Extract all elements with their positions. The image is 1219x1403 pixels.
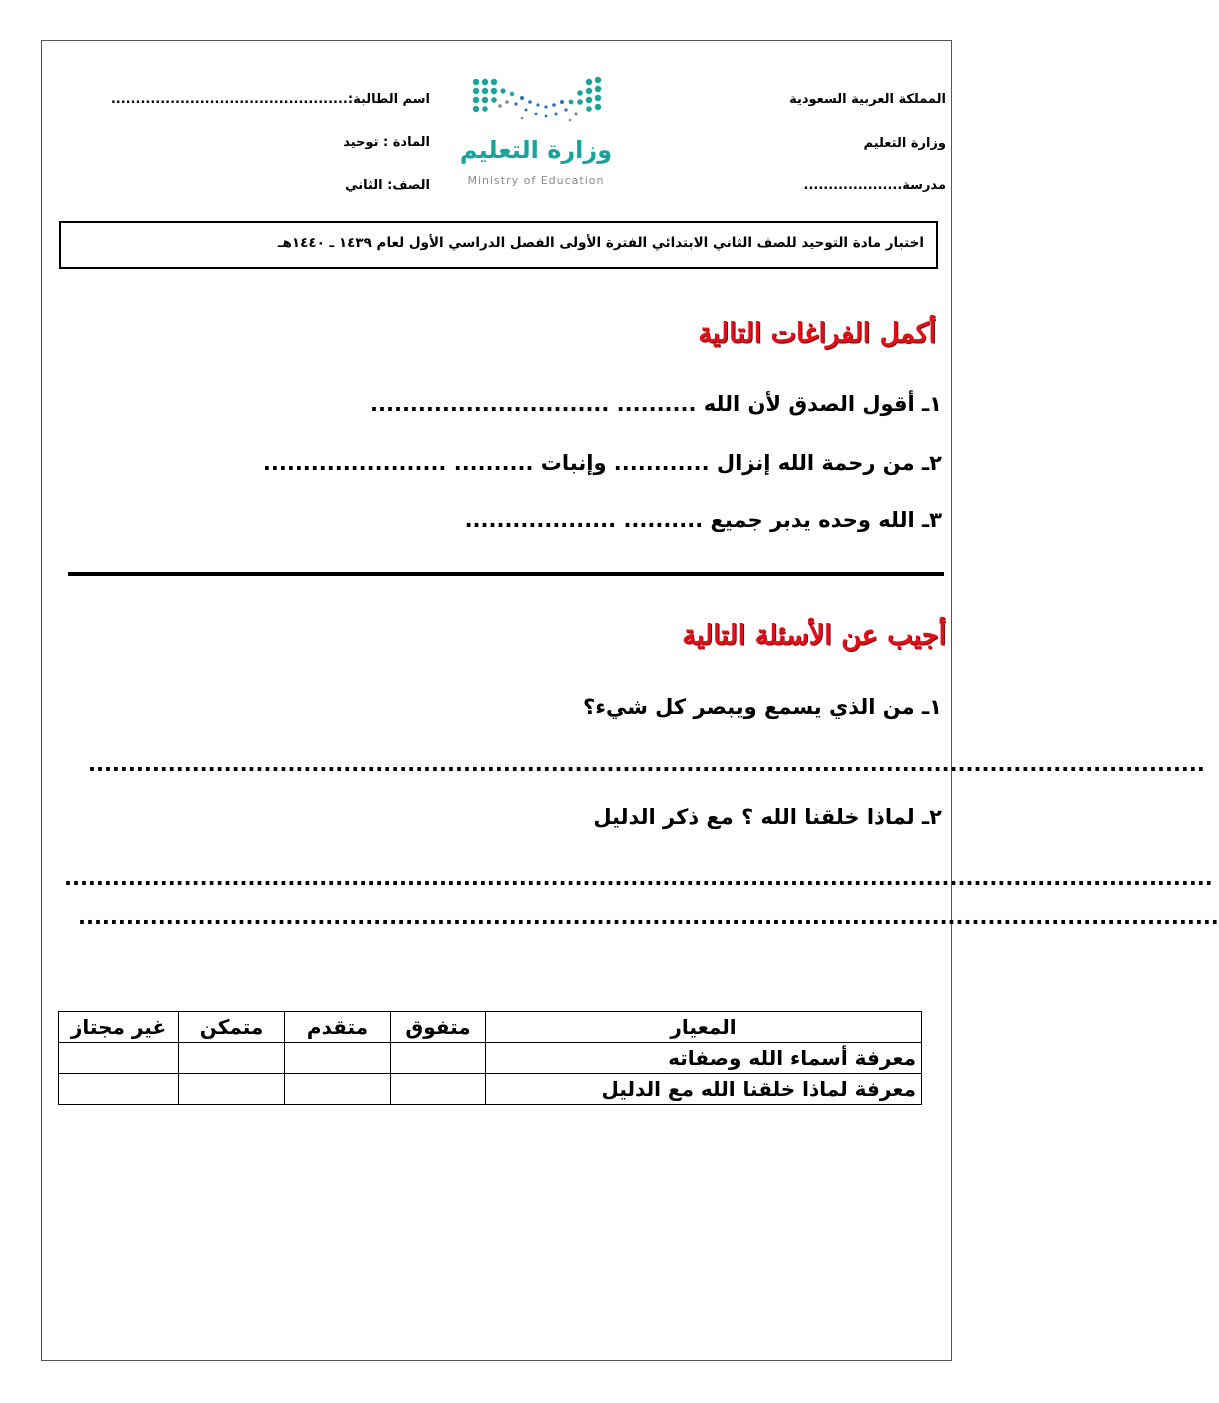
- section1-heading: أكمل الفراغات التالية: [698, 318, 936, 349]
- rubric-cell[interactable]: [59, 1043, 179, 1074]
- rubric-header-excellent: متفوق: [391, 1012, 486, 1043]
- rubric-criterion-2: معرفة لماذا خلقنا الله مع الدليل: [486, 1074, 922, 1105]
- section2-heading: أجيب عن الأسئلة التالية: [682, 620, 946, 651]
- question-1: ١ـ من الذي يسمع ويبصر كل شيء؟: [583, 695, 942, 719]
- rubric-cell[interactable]: [391, 1074, 486, 1105]
- rubric-cell[interactable]: [391, 1043, 486, 1074]
- rubric-header-proficient: متمكن: [179, 1012, 285, 1043]
- subject-label: المادة : توحيد: [343, 135, 430, 150]
- rubric-criterion-1: معرفة أسماء الله وصفاته: [486, 1043, 922, 1074]
- rubric-cell[interactable]: [285, 1043, 391, 1074]
- rubric-cell[interactable]: [285, 1074, 391, 1105]
- logo-english-text: Ministry of Education: [467, 174, 605, 187]
- rubric-header-not-passed: غير مجتاز: [59, 1012, 179, 1043]
- logo-arabic-text: وزارة التعليم: [459, 136, 613, 164]
- rubric-cell[interactable]: [179, 1043, 285, 1074]
- kingdom-label: المملكة العربية السعودية: [789, 92, 946, 107]
- rubric-row: [59, 1074, 922, 1105]
- exam-title: اختبار مادة التوحيد للصف الثاني الابتدائي الفترة الأولى الفصل الدراسي الأول لعام ١٤٣٩ ـ ١٤٤٠هـ: [277, 235, 924, 251]
- answer-line-3: ...............................................................................................................................................: [78, 905, 1219, 929]
- ministry-logo: [456, 74, 616, 194]
- rubric-row: [59, 1043, 922, 1074]
- fill-item-2: ٢ـ من رحمة الله إنزال ............ وإنبات .......... .......................: [262, 451, 942, 475]
- exam-title-box: [59, 221, 938, 269]
- rubric-header-advanced: متقدم: [285, 1012, 391, 1043]
- answer-line-2: ................................................................................................................................................: [64, 866, 1213, 890]
- section-divider: [68, 572, 944, 576]
- rubric-cell[interactable]: [59, 1074, 179, 1105]
- rubric-cell[interactable]: [179, 1074, 285, 1105]
- fill-item-1: ١ـ أقول الصدق لأن الله .......... ..............................: [370, 392, 942, 416]
- rubric-header-row: [59, 1012, 922, 1043]
- ministry-label: وزارة التعليم: [863, 136, 946, 151]
- grade-label: الصف: الثاني: [345, 178, 430, 193]
- answer-line-1: ............................................................................................................................................: [88, 752, 1205, 776]
- rubric-header-criterion: المعيار: [486, 1012, 922, 1043]
- rubric-table: [58, 1011, 922, 1105]
- logo-dots-icon: [456, 74, 616, 134]
- school-field: مدرسة....................: [803, 178, 946, 193]
- student-name-field: اسم الطالبة:................................................: [110, 92, 430, 107]
- fill-item-3: ٣ـ الله وحده يدبر جميع .......... ...................: [464, 508, 942, 532]
- question-2: ٢ـ لماذا خلقنا الله ؟ مع ذكر الدليل: [593, 805, 942, 829]
